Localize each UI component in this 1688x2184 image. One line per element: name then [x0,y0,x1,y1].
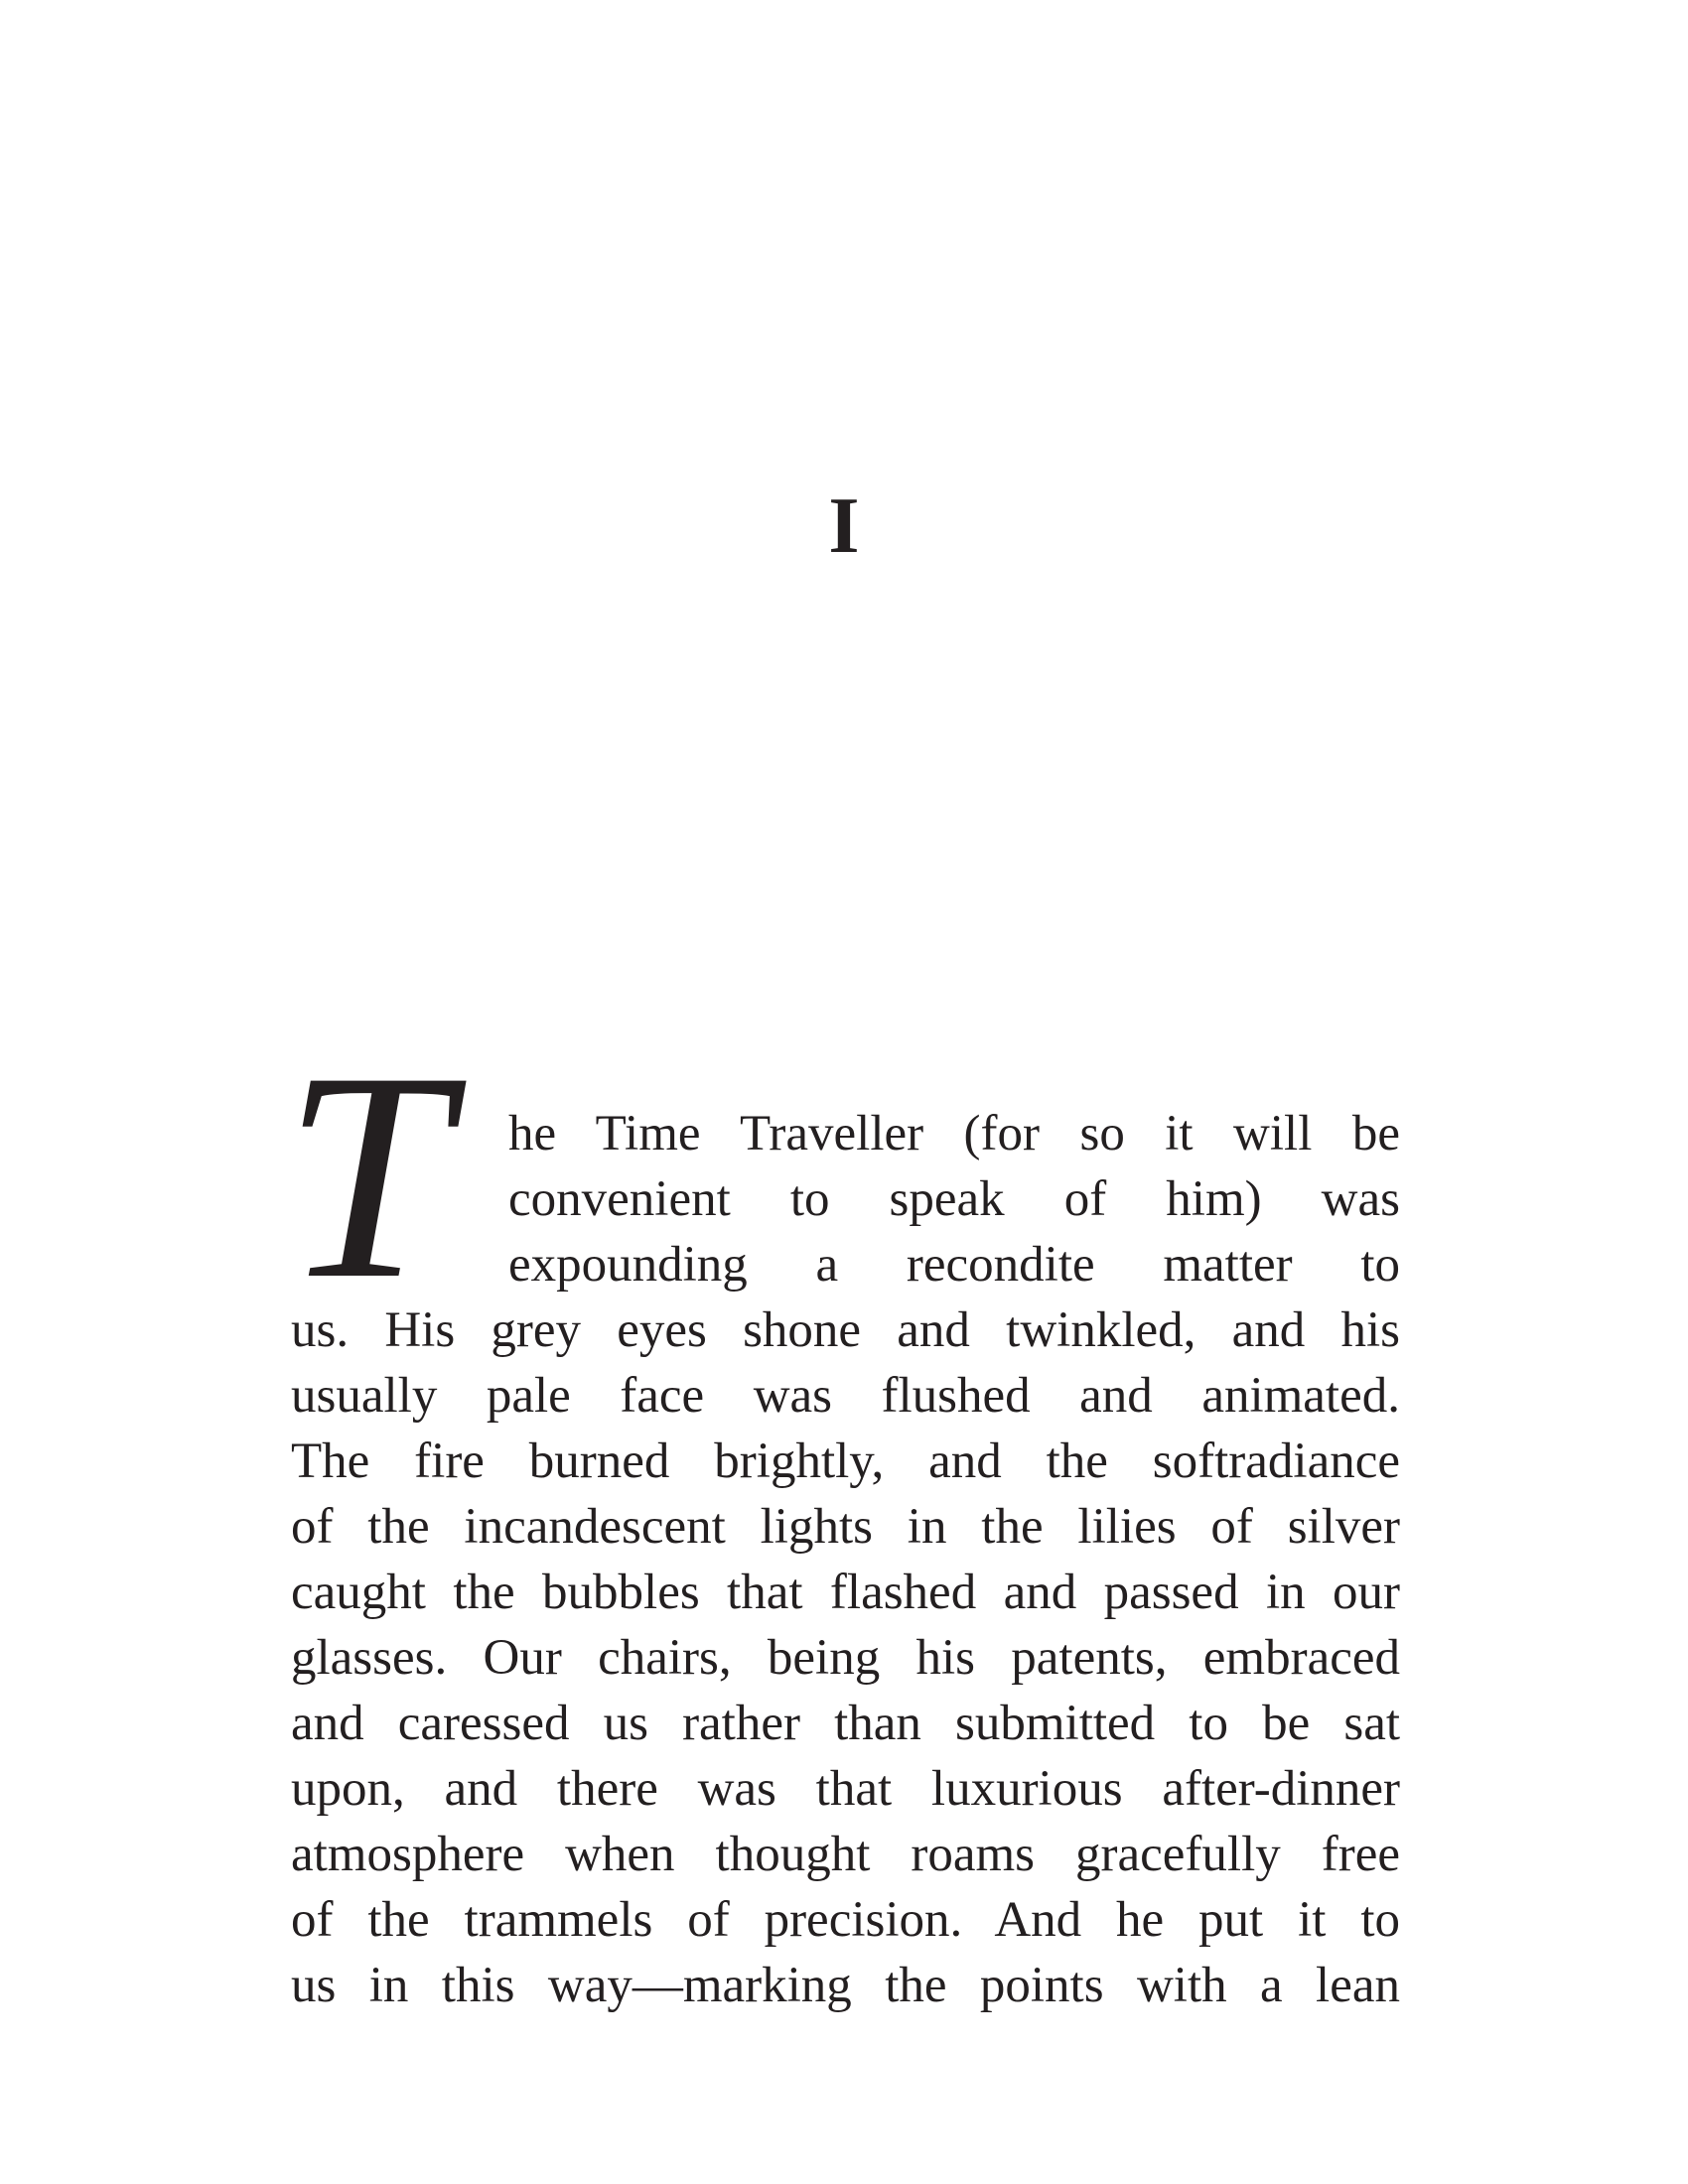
paragraph-line: us. His grey eyes shone and twinkled, and his [291,1302,1400,1358]
paragraph-line: atmosphere when thought roams gracefully free [291,1827,1400,1882]
paragraph-line: convenient to speak of him) was [508,1171,1400,1227]
paragraph-line: The fire burned brightly, and the softradiance [291,1433,1400,1489]
paragraph-line: us in this way—marking the points with a lean [291,1958,1400,2013]
drop-cap-letter [283,1011,496,1340]
paragraph-line: upon, and there was that luxurious after-dinner [291,1761,1400,1817]
paragraph-line: glasses. Our chairs, being his patents, embraced [291,1630,1400,1686]
paragraph-line: usually pale face was flushed and animated. [291,1368,1400,1424]
paragraph-line: of the incandescent lights in the lilies of silver [291,1499,1400,1555]
paragraph-line: of the trammels of precision. And he put it to [291,1892,1400,1948]
paragraph-line: caught the bubbles that flashed and passed in our [291,1565,1400,1620]
chapter-number: I [828,482,860,570]
paragraph-line: and caressed us rather than submitted to be sat [291,1696,1400,1751]
paragraph-line: he Time Traveller (for so it will be [508,1106,1400,1161]
drop-cap-glyph: T [283,1011,449,1340]
paragraph-line: expounding a recondite matter to [508,1237,1400,1293]
